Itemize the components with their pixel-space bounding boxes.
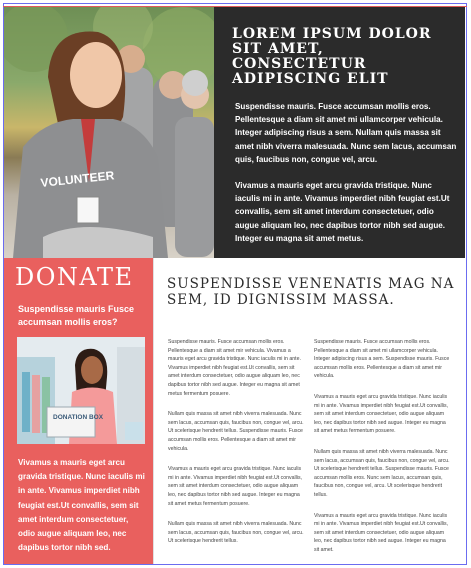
article-paragraph: Nullam quis massa sit amet nibh viverra malesuada. Nunc sem lacus, accumsan quis, faucibus non, congue vel, arcu. Ut scelerisque hendrerit tellus. Suspendisse mauris. Fusce accumsan mollis eros. Pellentesque a diam sit amet mir vehicula. xyxy=(168,411,304,452)
donation-illustration xyxy=(17,337,145,444)
volunteers-illustration xyxy=(3,7,214,258)
article-paragraph: Vivamus a mauris eget arcu gravida tristique. Nunc iaculis mi in ante. Vivamus imperdiet nibh feugiat est.Ut convallis, sem sit amet interdum consectetuer, odio augue aliquam leo, nec dapibus tortor nibh sed augue. Integer eu magna sit amet metus fermentum posuere. xyxy=(168,466,302,507)
donation-photo xyxy=(17,337,145,444)
intro-panel xyxy=(214,7,465,258)
donate-panel xyxy=(3,258,153,565)
shirt-text: VOLUNTEER xyxy=(39,168,115,190)
article-paragraph: Nullam quis massa sit amet nibh viverra malesuada. Nunc sem lacus, accumsan quis, faucibus non, congue vel, arcu. Ut scelerisque hendrerit tellus. Suspendisse mauris. Fusce accumsan mollis eros. Nunc sem lacus, accumsan quis, faucibus non, congue vel, arcu. Ut scelerisque hendrerit tellus. xyxy=(314,448,450,498)
intro-title: LOREM IPSUM DOLOR SIT AMET, CONSECTETUR ADIPISCING ELIT xyxy=(232,26,432,87)
donate-title: DONATE xyxy=(15,263,134,291)
intro-paragraph-1: Suspendisse mauris. Fusce accumsan mollis eros. Pellentesque a diam sit amet mi ullamcorper vehicula. Integer adipiscing risus a sem. Nullam quis massa sit amet nibh viverra malesuada. Nunc sem lacus, accumsan quis, faucibus non, congue vel, arcu. xyxy=(235,102,457,164)
donation-box-label: DONATION BOX xyxy=(53,414,104,421)
article-column-right xyxy=(314,338,452,566)
donate-body: Vivamus a mauris eget arcu gravida tristique. Nunc iaculis mi in ante. Vivamus imperdiet nibh feugiat est.Ut convallis, sem sit amet interdum consectetuer, odio augue aliquam leo, nec dapibus tortor nibh sed. xyxy=(18,458,145,553)
donate-subtitle: Suspendisse mauris Fusce accumsan mollis eros? xyxy=(18,304,135,327)
article-paragraph: Suspendisse mauris. Fusce accumsan mollis eros. Pellentesque a diam sit amet mir vehicula. Vivamus a mauris eget arcu gravida tristique. Nunc iaculis mi in ante. Vivamus imperdiet nibh feugiat est.Ut convallis, sem sit amet interdum consectetuer, odio augue aliquam leo, nec dapibus tortor nibh sed augue. Integer eu magna sit amet metus fermentum posuere. xyxy=(168,339,301,397)
article-heading: SUSPENDISSE VENENATIS MAG NA SEM, ID DIGNISSIM MASSA. xyxy=(167,276,455,308)
article-column-left xyxy=(168,338,306,558)
intro-paragraph-2: Vivamus a mauris eget arcu gravida tristique. Nunc iaculis mi in ante. Vivamus imperdiet nibh feugiat est.Ut convallis, sem sit amet interdum consectetuer, odio augue aliquam leo, nec dapibus tortor nibh sed augue. Integer eu magna sit amet metus. xyxy=(235,181,450,243)
article-paragraph: Nullam quis massa sit amet nibh viverra malesuada. Nunc sem lacus, accumsan quis, faucibus non, congue vel, arcu. Ut scelerisque hendrerit tellus. xyxy=(168,521,304,545)
top-rule xyxy=(3,6,467,7)
volunteers-photo xyxy=(3,7,214,258)
article-paragraph: Suspendisse mauris. Fusce accumsan mollis eros. Pellentesque a diam sit amet mi ullamcorper vehicula. Integer adipiscing risus a sem. Suspendisse mauris. Fusce accumsan mollis eros. Pellentesque a diam sit amet mir vehicula. xyxy=(314,339,450,380)
article-paragraph: Vivamus a mauris eget arcu gravida tristique. Nunc iaculis mi in ante. Vivamus imperdiet nibh feugiat est.Ut convallis, sem sit amet interdum consectetuer, odio augue aliquam leo, nec dapibus tortor nibh sed augue. Integer eu magna sit amet. xyxy=(314,512,448,553)
article-paragraph: Vivamus a mauris eget arcu gravida tristique. Nunc iaculis mi in ante. Vivamus imperdiet nibh feugiat est.Ut convallis, sem sit amet interdum consectetuer, odio augue aliquam leo, nec dapibus tortor nibh sed augue. Integer eu magna sit amet metus fermentum posuere. xyxy=(314,393,448,435)
